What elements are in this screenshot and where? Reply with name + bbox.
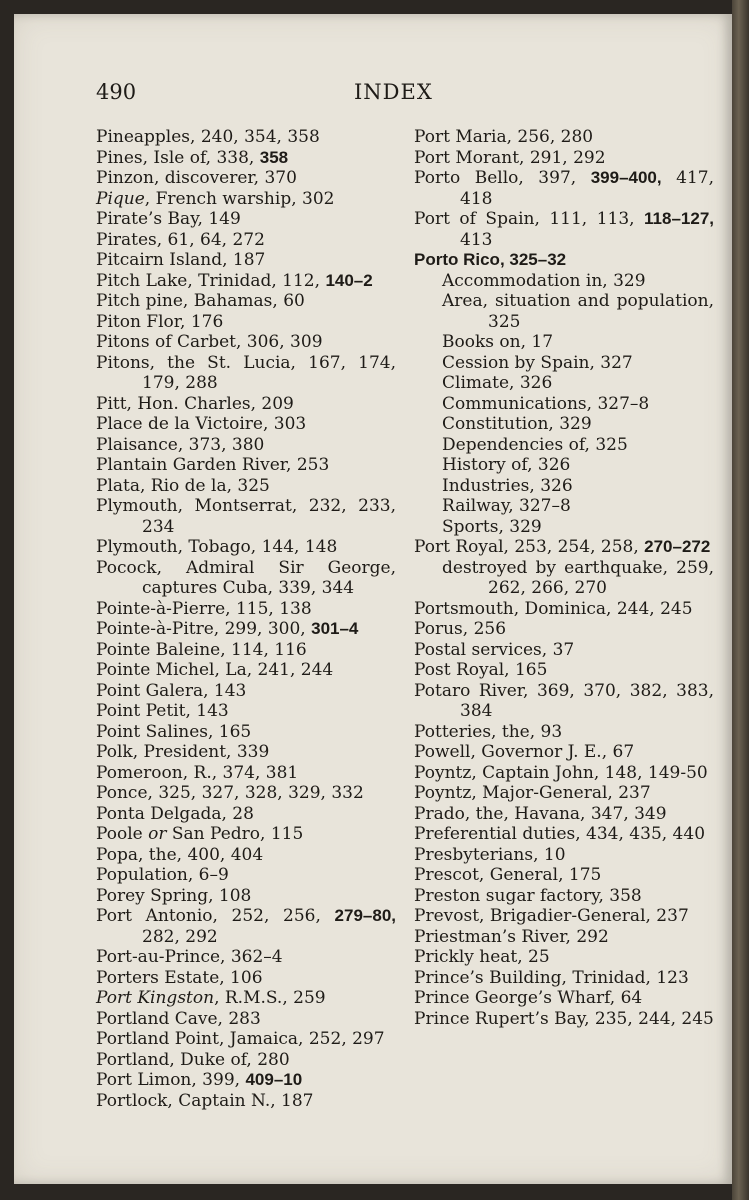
index-entry: Port Kingston, R.M.S., 259 [96, 988, 326, 1008]
index-subentry: Area, situation and population, 325 [442, 291, 714, 332]
index-entry: Pointe-à-Pierre, 115, 138 [96, 598, 312, 619]
index-entry: Port of Spain, 111, 113, 118–127, 413 [414, 209, 714, 250]
index-entry: Prevost, Brigadier-General, 237 [414, 906, 689, 926]
index-entry: Portland, Duke of, 280 [96, 1049, 290, 1070]
index-entry: Preston sugar factory, 358 [414, 885, 642, 906]
index-entry: Port Antonio, 252, 256, 279–80, 282, 292 [96, 906, 396, 947]
index-entry: Polk, President, 339 [96, 742, 270, 762]
index-subentry: History of, 326 [442, 455, 571, 475]
index-subentry: destroyed by earthquake, 259, 262, 266, 270 [442, 557, 714, 598]
index-entry: Pirates, 61, 64, 272 [96, 229, 265, 250]
index-entry: Poyntz, Captain John, 148, 149-50 [414, 762, 708, 783]
index-column-left [96, 127, 396, 1111]
index-entry: Pitch Lake, Trinidad, 112, 140–2 [96, 270, 373, 291]
index-entry: Portland Point, Jamaica, 252, 297 [96, 1029, 385, 1049]
index-entry: Ponta Delgada, 28 [96, 803, 254, 824]
index-entry: Pinzon, discoverer, 370 [96, 168, 297, 188]
index-subentry: Railway, 327–8 [442, 496, 571, 516]
index-entry: Potaro River, 369, 370, 382, 383, 384 [414, 680, 714, 721]
index-entry: Popa, the, 400, 404 [96, 844, 264, 865]
index-entry: Plymouth, Montserrat, 232, 233, 234 [96, 496, 396, 537]
index-entry: Portsmouth, Dominica, 244, 245 [414, 598, 693, 619]
index-entry: Porters Estate, 106 [96, 967, 263, 988]
index-entry: Pointe Michel, La, 241, 244 [96, 660, 334, 680]
index-column-right [414, 127, 714, 1029]
index-entry: Poyntz, Major-General, 237 [414, 783, 651, 803]
index-entry: Port Royal, 253, 254, 258, 270–272 [414, 537, 711, 557]
index-entry: Prince Rupert’s Bay, 235, 244, 245 [414, 1008, 714, 1029]
index-entry: Prince George’s Wharf, 64 [414, 988, 643, 1008]
index-entry: Prado, the, Havana, 347, 349 [414, 803, 667, 824]
index-entry: Post Royal, 165 [414, 660, 548, 680]
index-entry: Pitcairn Island, 187 [96, 250, 266, 270]
index-entry: Point Galera, 143 [96, 680, 247, 701]
index-subentry: Sports, 329 [442, 516, 542, 537]
index-entry: Pique, French warship, 302 [96, 188, 335, 209]
index-entry: Portlock, Captain N., 187 [96, 1090, 314, 1111]
book-page [14, 14, 732, 1184]
index-entry: Plantain Garden River, 253 [96, 455, 330, 475]
index-entry: Potteries, the, 93 [414, 721, 563, 742]
index-subentry: Cession by Spain, 327 [442, 352, 633, 373]
index-subentry: Books on, 17 [442, 332, 554, 352]
index-entry: Poole or San Pedro, 115 [96, 824, 304, 844]
page-number: 490 [96, 80, 137, 104]
index-entry: Piton Flor, 176 [96, 311, 224, 332]
index-entry: Port Maria, 256, 280 [414, 127, 594, 147]
index-entry: Plymouth, Tobago, 144, 148 [96, 537, 338, 557]
index-entry: Pitons of Carbet, 306, 309 [96, 332, 323, 352]
index-subentry: Climate, 326 [442, 373, 553, 393]
index-entry: Powell, Governor J. E., 67 [414, 742, 635, 762]
index-entry: Pocock, Admiral Sir George, captures Cuba, 339, 344 [96, 557, 396, 598]
index-entry: Porto Rico, 325–32 [414, 250, 567, 269]
index-entry: Porus, 256 [414, 619, 507, 639]
index-entry: Place de la Victoire, 303 [96, 414, 307, 434]
index-entry: Pointe-à-Pitre, 299, 300, 301–4 [96, 619, 359, 639]
index-entry: Porey Spring, 108 [96, 885, 252, 906]
index-entry: Prince’s Building, Trinidad, 123 [414, 967, 689, 988]
index-entry: Postal services, 37 [414, 639, 575, 660]
index-entry: Preferential duties, 434, 435, 440 [414, 824, 706, 844]
index-entry: Pitt, Hon. Charles, 209 [96, 393, 294, 414]
index-entry: Port Morant, 291, 292 [414, 147, 606, 168]
index-entry: Pitch pine, Bahamas, 60 [96, 291, 305, 311]
index-entry: Pomeroon, R., 374, 381 [96, 762, 299, 783]
page-title: INDEX [354, 80, 433, 104]
adjacent-page-edge [732, 0, 749, 1200]
index-entry: Point Salines, 165 [96, 721, 252, 742]
index-subentry: Industries, 326 [442, 475, 573, 496]
index-entry: Portland Cave, 283 [96, 1008, 261, 1029]
index-entry: Plaisance, 373, 380 [96, 434, 265, 455]
index-entry: Priestman’s River, 292 [414, 926, 609, 947]
index-subentry: Communications, 327–8 [442, 393, 650, 414]
index-entry: Ponce, 325, 327, 328, 329, 332 [96, 783, 364, 803]
index-entry: Plata, Rio de la, 325 [96, 475, 270, 496]
index-entry: Pointe Baleine, 114, 116 [96, 639, 307, 660]
index-entry: Population, 6–9 [96, 865, 229, 885]
index-subentry: Dependencies of, 325 [442, 434, 628, 455]
index-entry: Port-au-Prince, 362–4 [96, 947, 283, 967]
index-subentry: Constitution, 329 [442, 414, 592, 434]
index-entry: Point Petit, 143 [96, 701, 229, 721]
index-subentry: Accommodation in, 329 [442, 270, 646, 291]
index-entry: Porto Bello, 397, 399–400, 417, 418 [414, 168, 714, 209]
page-header [96, 80, 446, 110]
index-entry: Prickly heat, 25 [414, 947, 550, 967]
index-entry: Pirate’s Bay, 149 [96, 209, 241, 229]
index-entry: Presbyterians, 10 [414, 844, 566, 865]
index-entry: Pines, Isle of, 338, 358 [96, 147, 289, 168]
index-entry: Prescot, General, 175 [414, 865, 602, 885]
index-entry: Port Limon, 399, 409–10 [96, 1070, 303, 1090]
index-entry: Pitons, the St. Lucia, 167, 174, 179, 288 [96, 352, 396, 393]
index-entry: Pineapples, 240, 354, 358 [96, 127, 320, 147]
